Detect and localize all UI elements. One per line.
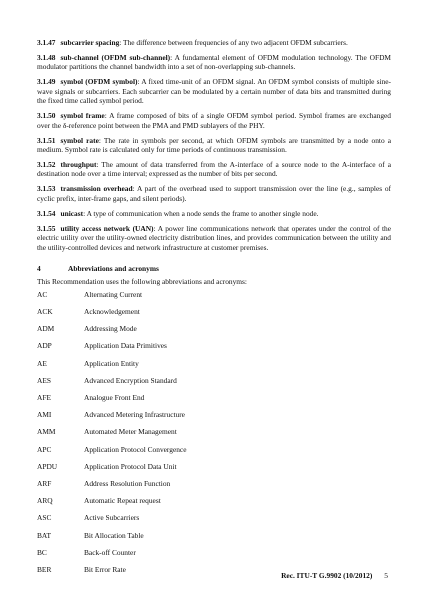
abbreviation-row: [37, 341, 391, 358]
abbreviation-meaning: Address Resolution Function: [84, 478, 171, 488]
page-number: 5: [384, 571, 388, 580]
abbreviation-row: [37, 462, 391, 479]
abbreviation-meaning: Automated Meter Management: [84, 427, 177, 437]
abbreviation-row: [37, 548, 391, 565]
abbreviation-meaning: Active Subcarriers: [84, 513, 140, 523]
abbreviation-row: [37, 513, 391, 530]
section-intro: This Recommendation uses the following abbreviations and acronyms:: [37, 277, 247, 287]
section-number: 4: [37, 264, 41, 274]
footer-document-title: Rec. ITU-T G.9902 (10/2012): [281, 571, 373, 580]
abbreviation-code: AC: [37, 289, 48, 299]
abbreviation-row: [37, 531, 391, 548]
definition-3-1-55: 3.1.55 utility access network (UAN): A power line communications network that operates under the control of the electric utility over the utility-owned electricity distribution lines, and provides communication between the utility and the utility-controlled devices and network infrastructure at customer premises.: [37, 223, 391, 252]
definition-3-1-50: 3.1.50 symbol frame: A frame composed of bits of a single OFDM symbol period. Symbol frames are exchanged over the δ-reference point between the PMA and PMD sublayers of the PHY.: [37, 111, 391, 130]
abbreviation-list: [37, 290, 391, 582]
abbreviation-meaning: Application Data Primitives: [84, 341, 167, 351]
abbreviation-row: [37, 324, 391, 341]
abbreviation-code: ADP: [37, 341, 52, 351]
abbreviation-code: ARQ: [37, 496, 53, 506]
abbreviation-code: AMM: [37, 427, 56, 437]
abbreviation-code: APDU: [37, 461, 58, 471]
definition-3-1-51: 3.1.51 symbol rate: The rate in symbols per second, at which OFDM symbols are transmitted by a node onto a medium. Symbol rate is calculated only for time periods of continuous transmission.: [37, 135, 391, 155]
abbreviation-code: ARF: [37, 478, 52, 488]
abbreviation-code: ADM: [37, 324, 55, 334]
definition-3-1-52: 3.1.52 throughput: The amount of data transferred from the A-interface of a source node to the A-interface of a destination node over a time interval; expressed as the number of bits per second.: [37, 160, 391, 179]
abbreviation-code: ACK: [37, 307, 53, 317]
abbreviation-meaning: Automatic Repeat request: [84, 496, 161, 506]
definition-3-1-53: 3.1.53 transmission overhead: A part of the overhead used to support transmission over the line (e.g., samples of cyclic prefix, inter-frame gaps, and silent periods).: [37, 184, 391, 203]
definitions-list: [37, 38, 391, 252]
page-footer: [281, 571, 388, 580]
abbreviation-meaning: Acknowledgement: [84, 307, 140, 317]
abbreviation-meaning: Bit Allocation Table: [84, 530, 144, 540]
abbreviation-code: AES: [37, 375, 51, 385]
definition-3-1-48: 3.1.48 sub-channel (OFDM sub-channel): A fundamental element of OFDM modulation technology. The OFDM modulator partitions the channel bandwidth into a set of non-overlapping sub-channels.: [37, 53, 392, 72]
abbreviation-row: [37, 307, 391, 324]
abbreviation-row: [37, 479, 391, 496]
abbreviation-code: BAT: [37, 530, 51, 540]
abbreviation-meaning: Application Protocol Data Unit: [84, 461, 177, 471]
abbreviation-meaning: Addressing Mode: [84, 324, 137, 334]
abbreviation-row: [37, 496, 391, 513]
abbreviation-row: [37, 359, 391, 376]
document-page: [37, 38, 391, 582]
abbreviation-row: [37, 410, 391, 427]
abbreviation-code: AE: [37, 358, 47, 368]
abbreviation-meaning: Application Entity: [84, 358, 139, 368]
abbreviation-meaning: Alternating Current: [84, 289, 143, 299]
definition-3-1-54: 3.1.54 unicast: A type of communication when a node sends the frame to another single node.: [37, 208, 319, 218]
abbreviation-meaning: Advanced Encryption Standard: [84, 375, 177, 385]
abbreviation-code: BC: [37, 547, 47, 557]
definition-3-1-47: 3.1.47 subcarrier spacing: The difference between frequencies of any two adjacent OFDM subcarriers.: [37, 38, 348, 47]
section-heading: [37, 264, 391, 273]
abbreviation-row: [37, 445, 391, 462]
abbreviation-meaning: Bit Error Rate: [84, 564, 126, 574]
section-title: Abbreviations and acronyms: [68, 264, 159, 274]
abbreviation-code: AMI: [37, 410, 52, 420]
abbreviation-code: AFE: [37, 393, 51, 402]
abbreviation-row: [37, 427, 391, 444]
abbreviation-row: [37, 376, 391, 393]
abbreviation-row: [37, 393, 391, 410]
definition-3-1-49: 3.1.49 symbol (OFDM symbol): A fixed time-unit of an OFDM signal. An OFDM symbol consists of multiple sine-wave signals or subcarriers. Each subcarrier can be modulated by a certain number of data bits and transmitted during the fixed time called symbol period.: [37, 77, 391, 106]
abbreviation-code: APC: [37, 444, 52, 454]
abbreviation-code: ASC: [37, 513, 52, 523]
abbreviation-meaning: Analogue Front End: [84, 393, 145, 402]
abbreviation-meaning: Advanced Metering Infrastructure: [84, 410, 185, 420]
abbreviation-meaning: Back-off Counter: [84, 547, 136, 557]
abbreviation-code: BER: [37, 564, 52, 574]
abbreviation-meaning: Application Protocol Convergence: [84, 444, 187, 454]
abbreviation-row: [37, 290, 391, 307]
